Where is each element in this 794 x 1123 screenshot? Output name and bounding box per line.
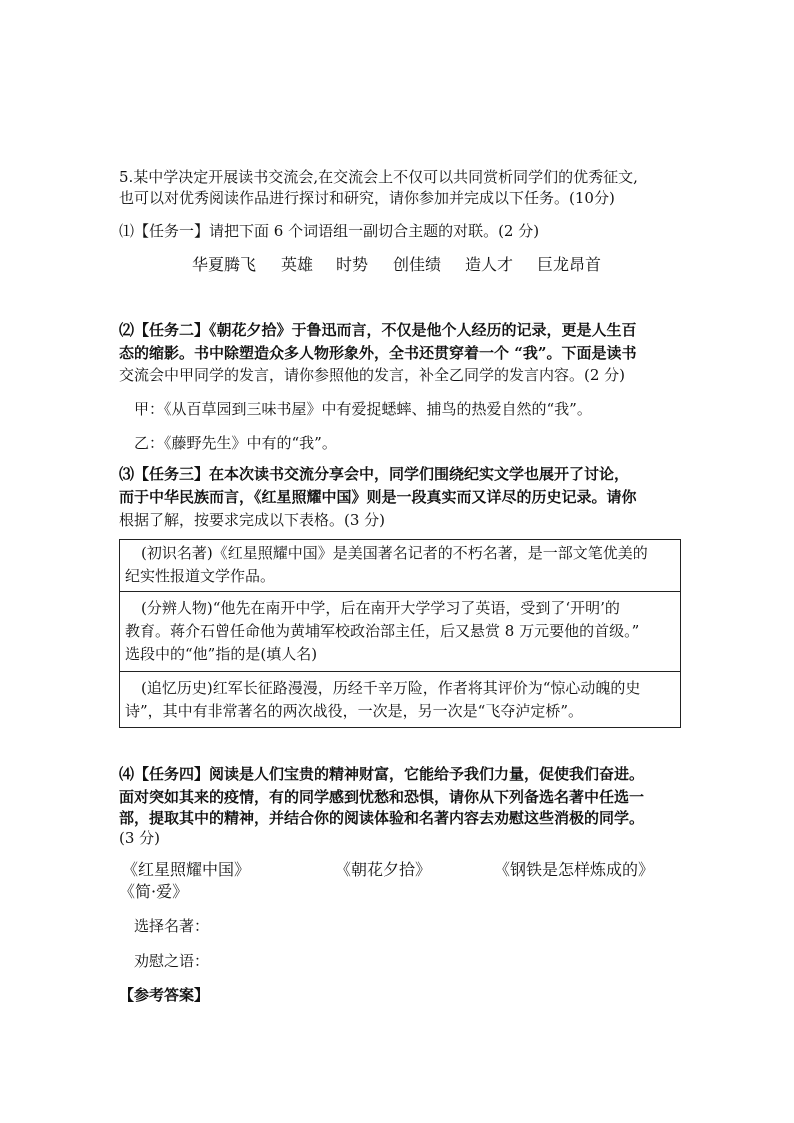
book-option: 《朝花夕拾》 bbox=[335, 860, 432, 879]
couplet-word: 造人才 bbox=[465, 255, 514, 274]
task4-line-2: 面对突如其来的疫情，有的同学感到忧愁和恐惧，请你从下列备选名著中任选一 bbox=[119, 788, 645, 806]
couplet-word: 华夏腾飞 bbox=[192, 255, 257, 274]
table-row-recall-history bbox=[120, 672, 680, 727]
table-cell-text: 选段中的“他”指的是(填人名) bbox=[125, 645, 318, 663]
table-cell-text: (分辨人物)“他先在南开中学，后在南开大学学习了英语，受到了‘开明’的 bbox=[141, 599, 620, 617]
task4-line-1: ⑷【任务四】阅读是人们宝贵的精神财富，它能给予我们力量，促使我们奋进。 bbox=[119, 765, 645, 783]
couplet-word: 时势 bbox=[336, 255, 369, 274]
book-option: 《钢铁是怎样炼成的》 bbox=[494, 860, 655, 879]
task2-jia-statement: 甲：《从百草园到三味书屋》中有爱捉蟋蟀、捕鸟的热爱自然的“我”。 bbox=[134, 400, 592, 418]
table-cell-text: (初识名著)《红星照耀中国》是美国著名记者的不朽名著，是一部文笔优美的 bbox=[141, 544, 648, 562]
task2-yi-statement: 乙：《藤野先生》中有的“我”。 bbox=[134, 434, 337, 452]
answer-heading: 【参考答案】 bbox=[119, 986, 210, 1004]
table-row-identify-person bbox=[120, 592, 680, 672]
task4-line-4: (3 分) bbox=[119, 829, 161, 847]
task3-line-2: 而于中华民族而言，《红星照耀中国》则是一段真实而又详尽的历史记录。请你 bbox=[119, 488, 637, 506]
comfort-words-label: 劝慰之语： bbox=[134, 952, 210, 970]
table-row-first-impression bbox=[120, 540, 680, 592]
task1-line: ⑴【任务一】请把下面 6 个词语组一副切合主题的对联。(2 分) bbox=[119, 222, 540, 240]
task2-line-3: 交流会中甲同学的发言，请你参照他的发言，补全乙同学的发言内容。(2 分) bbox=[119, 366, 626, 384]
task3-table bbox=[119, 539, 681, 728]
task2-line-1: ⑵【任务二】《朝花夕拾》于鲁迅而言，不仅是他个人经历的记录，更是人生百 bbox=[119, 321, 637, 339]
task3-line-3: 根据了解，按要求完成以下表格。(3 分) bbox=[119, 511, 386, 529]
couplet-word: 英雄 bbox=[281, 255, 314, 274]
table-cell-text: (追忆历史)红军长征路漫漫，历经千辛万险，作者将其评价为“惊心动魄的史 bbox=[141, 679, 641, 697]
task4-line-3: 部，提取其中的精神，并结合你的阅读体验和名著内容去劝慰这些消极的同学。 bbox=[119, 809, 645, 827]
task3-line-1: ⑶【任务三】在本次读书交流分享会中，同学们围绕纪实文学也展开了讨论， bbox=[119, 465, 630, 483]
couplet-word: 创佳绩 bbox=[393, 255, 442, 274]
choose-book-label: 选择名著： bbox=[134, 917, 210, 935]
book-option: 《红星照耀中国》 bbox=[122, 860, 251, 879]
table-cell-text: 教育。蒋介石曾任命他为黄埔军校政治部主任，后又悬赏 8 万元要他的首级。” bbox=[125, 622, 640, 640]
book-option: 《简·爱》 bbox=[119, 882, 189, 901]
question-intro-line-2: 也可以对优秀阅读作品进行探讨和研究，请你参加并完成以下任务。(10分) bbox=[119, 189, 615, 207]
table-cell-text: 诗”，其中有非常著名的两次战役，一次是，另一次是“飞夺泸定桥”。 bbox=[125, 702, 584, 720]
table-cell-text: 纪实性报道文学作品。 bbox=[125, 567, 276, 585]
couplet-word: 巨龙昂首 bbox=[537, 255, 602, 274]
question-intro-line-1: 5.某中学决定开展读书交流会,在交流会上不仅可以共同赏析同学们的优秀征文, bbox=[119, 168, 638, 186]
task2-line-2: 态的缩影。书中除塑造众多人物形象外，全书还贯穿着一个 “我”。下面是读书 bbox=[119, 344, 637, 362]
